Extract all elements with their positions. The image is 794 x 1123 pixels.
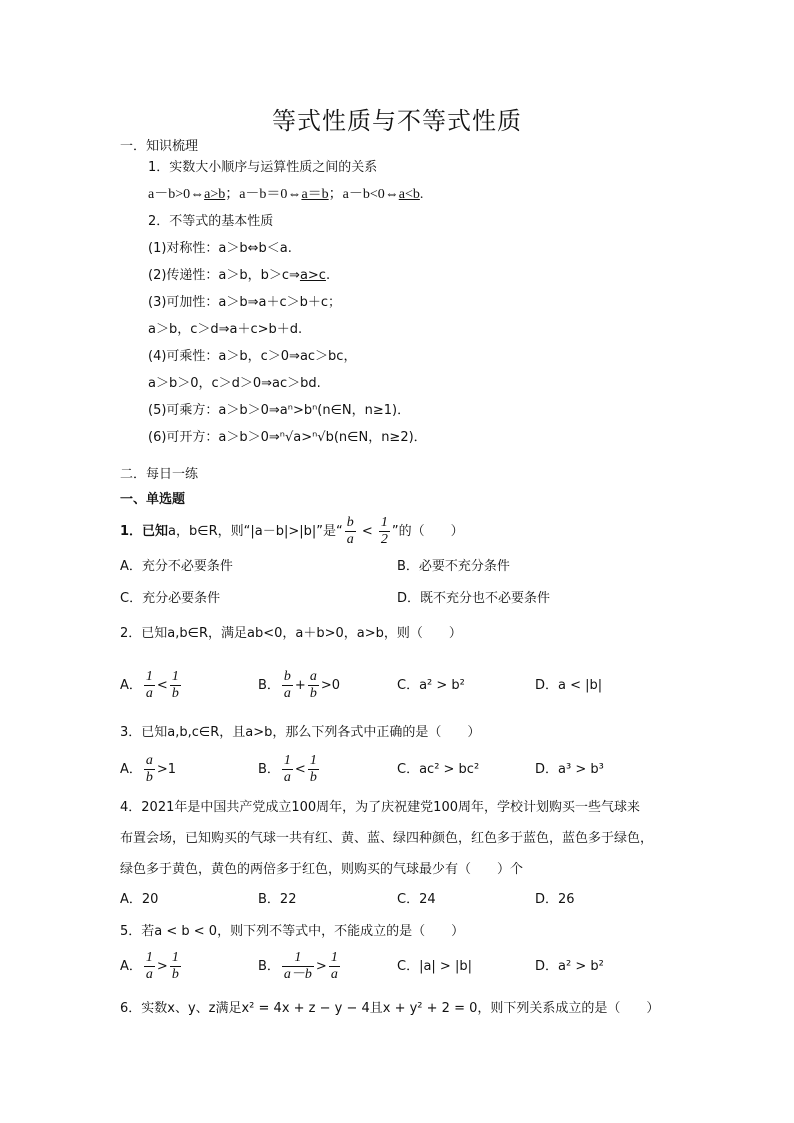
question-stem — [120, 515, 464, 548]
question-stem: 6．实数x、y、z满足x² = 4x + z − y − 4且x + y² + 2 = 0，则下列关系成立的是（ ） — [120, 1001, 660, 1016]
fraction — [170, 669, 181, 702]
fraction-denominator: a－b — [283, 967, 312, 982]
underlined-answer: a>c — [299, 268, 326, 283]
property-line: (5)可乘方：a＞b＞0⇒aⁿ>bⁿ(n∈N，n≥1)． — [148, 403, 411, 418]
fraction — [379, 515, 390, 548]
fraction — [282, 950, 314, 983]
fraction-denominator: b — [171, 967, 179, 982]
question-stem-line: 布置会场，已知购买的气球一共有红、黄、蓝、绿四种颜色，红色多于蓝色，蓝色多于绿色， — [120, 831, 654, 846]
fraction-numerator: b — [346, 515, 354, 530]
fraction-numerator: 1 — [145, 669, 153, 684]
text-span: . — [325, 268, 331, 283]
fraction — [282, 669, 293, 702]
paragraph-title: 1．实数大小顺序与运算性质之间的关系 — [148, 160, 378, 175]
fraction-denominator: a — [346, 532, 354, 547]
fraction-denominator: b — [309, 686, 317, 701]
choice-label: A． — [120, 959, 142, 974]
choice-d: D．a² > b² — [535, 959, 604, 974]
fraction — [308, 669, 319, 702]
fraction-denominator: b — [145, 770, 153, 785]
text-span: < — [294, 762, 306, 777]
choice-c: C．充分必要条件 — [120, 591, 221, 606]
fraction-denominator: a — [330, 967, 338, 982]
question-stem: 2．已知a,b∈R，满足ab<0，a＋b>0，a>b，则（ ） — [120, 626, 462, 641]
choice-label: B． — [258, 959, 280, 974]
choice-c: C．24 — [397, 892, 436, 907]
text-span: a－b>0⇔ — [148, 187, 205, 202]
text-span: 1．已知 — [120, 524, 169, 539]
property-line: (6)可开方：a＞b＞0⇒ⁿ√a>ⁿ√b(n∈N，n≥2)． — [148, 430, 427, 445]
fraction-denominator: a — [283, 770, 291, 785]
fraction — [144, 753, 155, 786]
choice-c: C．ac² > bc² — [397, 762, 480, 777]
choice-d: D．既不充分也不必要条件 — [397, 591, 551, 606]
section-heading: 一．知识梳理 — [120, 139, 199, 154]
text-span: . — [419, 187, 424, 202]
section-heading: 二．每日一练 — [120, 467, 199, 482]
choice-c: C．|a| > |b| — [397, 959, 472, 974]
underlined-answer: a<b — [398, 187, 420, 202]
fraction — [144, 950, 155, 983]
text-span: ”的（ ） — [391, 524, 464, 539]
text-span: >0 — [320, 678, 340, 693]
subsection-heading: 一、单选题 — [120, 492, 186, 507]
choice-d: D．a³ > b³ — [535, 762, 604, 777]
fraction-denominator: b — [309, 770, 317, 785]
fraction-denominator: b — [171, 686, 179, 701]
fraction-denominator: a — [145, 967, 153, 982]
fraction-numerator: 1 — [380, 515, 388, 530]
property-line: (3)可加性：a＞b⇒a＋c＞b＋c； — [148, 295, 342, 310]
page-title: 等式性质与不等式性质 — [272, 107, 522, 135]
fraction — [282, 753, 293, 786]
fraction — [170, 950, 181, 983]
question-stem: 5．若a < b < 0，则下列不等式中，不能成立的是（ ） — [120, 924, 465, 939]
text-span: + — [294, 678, 306, 693]
choice-b — [258, 666, 340, 706]
fraction-numerator: 1 — [171, 669, 179, 684]
choice-label: B． — [258, 762, 280, 777]
question-stem: 3．已知a,b,c∈R，且a>b，那么下列各式中正确的是（ ） — [120, 725, 481, 740]
fraction-numerator: 1 — [330, 950, 338, 965]
fraction-numerator: b — [283, 669, 291, 684]
choice-b — [258, 750, 321, 790]
fraction — [329, 950, 340, 983]
property-line: (4)可乘性：a＞b，c＞0⇒ac＞bc， — [148, 349, 357, 364]
text-span: < — [156, 678, 168, 693]
property-line — [148, 267, 330, 285]
fraction-numerator: 1 — [171, 950, 179, 965]
underlined-answer: a＝b — [301, 187, 329, 202]
text-span: >1 — [156, 762, 177, 777]
property-line: (1)对称性：a＞b⇔b＜a. — [148, 241, 292, 256]
fraction-numerator: a — [145, 753, 153, 768]
choice-d: D．a < |b| — [535, 678, 603, 693]
paragraph-title: 2．不等式的基本性质 — [148, 214, 274, 229]
fraction-denominator: 2 — [380, 532, 388, 547]
choice-c: C．a² > b² — [397, 678, 465, 693]
property-line: a＞b＞0，c＞d＞0⇒ac＞bd. — [148, 376, 321, 391]
text-span: > — [315, 959, 327, 974]
text-span: a，b∈R，则“|a－b|>|b|”是“ — [168, 524, 343, 539]
question-stem-line: 4．2021年是中国共产党成立100周年，为了庆祝建党100周年，学校计划购买一些气球来 — [120, 800, 640, 815]
choice-b — [258, 947, 342, 987]
fraction-numerator: a — [309, 669, 317, 684]
text-span: < — [357, 524, 377, 539]
fraction-denominator: a — [283, 686, 291, 701]
text-span: ；a－b＝0⇔ — [225, 187, 302, 202]
text-span: > — [156, 959, 168, 974]
choice-a — [120, 750, 176, 790]
fraction-denominator: a — [145, 686, 153, 701]
choice-label: A． — [120, 762, 142, 777]
choice-a — [120, 666, 183, 706]
choice-a — [120, 947, 183, 987]
fraction — [144, 669, 155, 702]
fraction — [345, 515, 356, 548]
fraction-numerator: 1 — [282, 950, 314, 967]
underlined-answer: a>b — [204, 187, 226, 202]
relation-line — [148, 186, 423, 204]
fraction — [308, 753, 319, 786]
choice-a: A．20 — [120, 892, 159, 907]
choice-label: A． — [120, 678, 142, 693]
choice-a: A．充分不必要条件 — [120, 559, 233, 574]
text-span: (2)传递性：a＞b，b＞c⇒ — [148, 268, 300, 283]
property-line: a＞b，c＞d⇒a＋c>b＋d. — [148, 322, 303, 337]
choice-label: B． — [258, 678, 280, 693]
fraction-numerator: 1 — [283, 753, 291, 768]
choice-b: B．必要不充分条件 — [397, 559, 510, 574]
choice-d: D．26 — [535, 892, 575, 907]
question-stem-line: 绿色多于黄色，黄色的两倍多于红色，则购买的气球最少有（ ）个 — [120, 862, 524, 877]
fraction-numerator: 1 — [145, 950, 153, 965]
choice-b: B．22 — [258, 892, 297, 907]
text-span: ；a－b<0⇔ — [328, 187, 399, 202]
fraction-numerator: 1 — [309, 753, 317, 768]
